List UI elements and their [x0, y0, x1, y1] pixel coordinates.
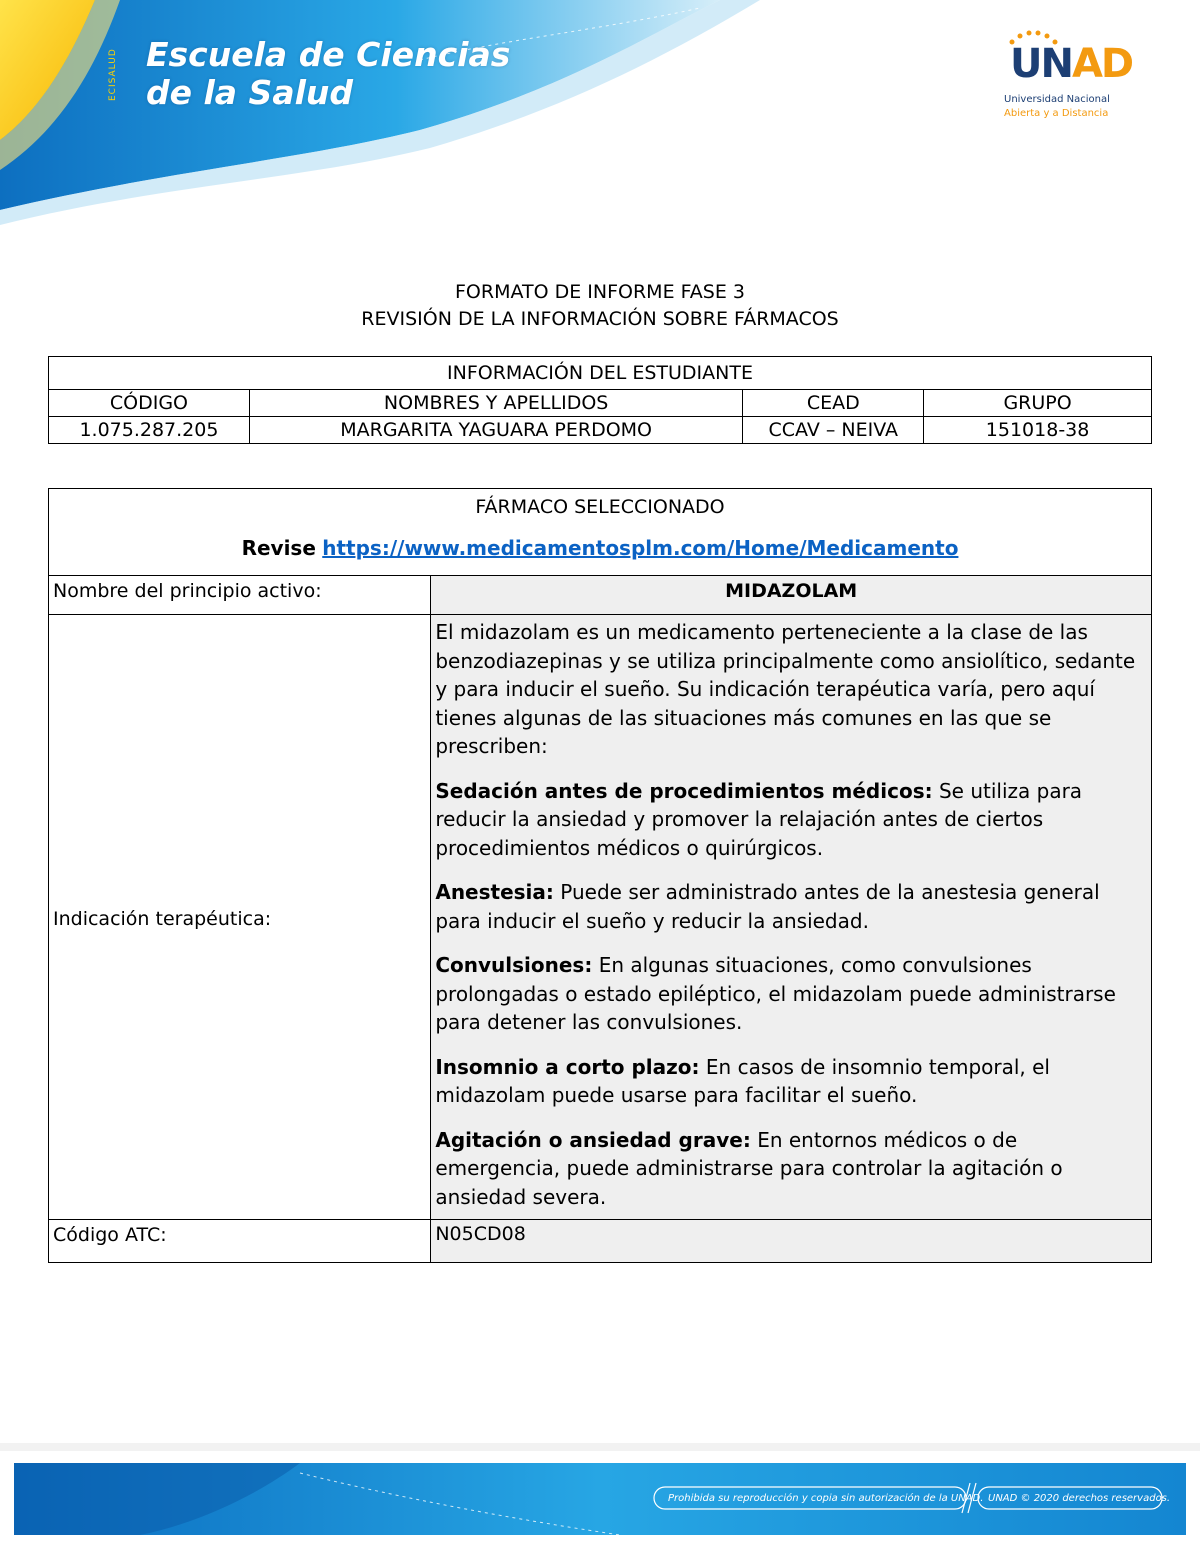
footer-rights-notice: UNAD © 2020 derechos reservados. — [988, 1493, 1171, 1504]
drug-name-value: MIDAZOLAM — [431, 576, 1152, 615]
indication-item-text: En casos de insomnio temporal, el midazolam puede usarse para facilitar el sueño. — [435, 1054, 1050, 1107]
student-section-row — [49, 357, 1152, 390]
indication-item-title: Agitación o ansiedad grave: — [435, 1127, 751, 1152]
review-line — [49, 535, 1151, 561]
logo-wordmark — [1010, 34, 1132, 94]
drug-name-row — [49, 576, 1152, 615]
indication-content — [431, 615, 1152, 1220]
indication-item — [435, 1053, 1145, 1110]
indication-item — [435, 1126, 1145, 1212]
ecisalud-vertical-label: ECISALUD — [108, 48, 118, 102]
student-grupo-value: 151018-38 — [924, 417, 1152, 444]
indication-item-title: Convulsiones: — [435, 953, 593, 977]
col-header-cead: CEAD — [743, 390, 924, 417]
student-cead-value: CCAV – NEIVA — [743, 417, 924, 444]
school-title-line2: de la Salud — [146, 73, 354, 112]
unad-logo — [1000, 28, 1140, 128]
logo-subtitle-2: Abierta y a Distancia — [1004, 108, 1109, 119]
col-header-codigo: CÓDIGO — [49, 390, 250, 417]
student-header-row — [49, 390, 1152, 417]
logo-wordmark-un: UN — [1010, 41, 1072, 87]
document-subtitle: REVISIÓN DE LA INFORMACIÓN SOBRE FÁRMACOS — [361, 308, 839, 330]
col-header-grupo: GRUPO — [924, 390, 1152, 417]
indication-item-title: Sedación antes de procedimientos médicos: — [435, 778, 933, 803]
logo-wordmark-ad: AD — [1071, 41, 1133, 87]
indication-item-text: En entornos médicos o de emergencia, puede administrarse para controlar la agitación o ansiedad severa. — [435, 1127, 1063, 1209]
page-header — [0, 0, 1200, 230]
student-section-header: INFORMACIÓN DEL ESTUDIANTE — [49, 357, 1152, 390]
atc-value: N05CD08 — [431, 1220, 1152, 1263]
drug-name-label: Nombre del principio activo: — [49, 576, 431, 615]
indication-item-text: En algunas situaciones, como convulsiones prolongadas o estado epiléptico, el midazolam puede administrarse para detener las convulsiones. — [435, 953, 1116, 1034]
atc-row — [49, 1220, 1152, 1263]
indication-item — [435, 777, 1145, 863]
school-title-line1: Escuela de Ciencias — [146, 35, 511, 74]
indication-item-title: Insomnio a corto plazo: — [435, 1054, 700, 1079]
document-title: FORMATO DE INFORME FASE 3 — [455, 281, 745, 303]
logo-subtitle-1: Universidad Nacional — [1004, 94, 1110, 105]
drug-section-header — [49, 489, 1152, 576]
indication-item — [435, 878, 1145, 935]
student-info-table — [48, 356, 1152, 444]
indication-item-text: Se utiliza para reducir la ansiedad y promover la relajación antes de ciertos procedimientos médicos o quirúrgicos. — [435, 778, 1083, 860]
review-link[interactable]: https://www.medicamentosplm.com/Home/Medicamento — [322, 536, 959, 560]
indication-row — [49, 615, 1152, 1220]
student-name-value: MARGARITA YAGUARA PERDOMO — [249, 417, 742, 444]
footer-copy-notice: Prohibida su reproducción y copia sin autorización de la UNAD. — [668, 1493, 984, 1504]
drug-header-row — [49, 489, 1152, 576]
col-header-nombres: NOMBRES Y APELLIDOS — [249, 390, 742, 417]
indication-label: Indicación terapéutica: — [49, 615, 431, 1220]
atc-label: Código ATC: — [49, 1220, 431, 1263]
indication-item-title: Anestesia: — [435, 880, 554, 904]
student-codigo-value: 1.075.287.205 — [49, 417, 250, 444]
school-title — [146, 36, 510, 112]
drug-info-table — [48, 488, 1152, 1263]
review-label: Revise — [241, 536, 316, 560]
indication-item-text: Puede ser administrado antes de la anestesia general para inducir el sueño y reducir la ansiedad. — [435, 880, 1100, 933]
indication-item — [435, 951, 1145, 1037]
student-value-row — [49, 417, 1152, 444]
drug-section-title: FÁRMACO SELECCIONADO — [475, 496, 725, 518]
indication-intro: El midazolam es un medicamento perteneciente a la clase de las benzodiazepinas y se utiliza principalmente como ansiolítico, sedante y para inducir el sueño. Su indicación terapéutica varía, pero aquí tienes algunas de las situaciones más comunes en las que se prescriben: — [435, 620, 1136, 758]
page-footer — [0, 1443, 1200, 1553]
